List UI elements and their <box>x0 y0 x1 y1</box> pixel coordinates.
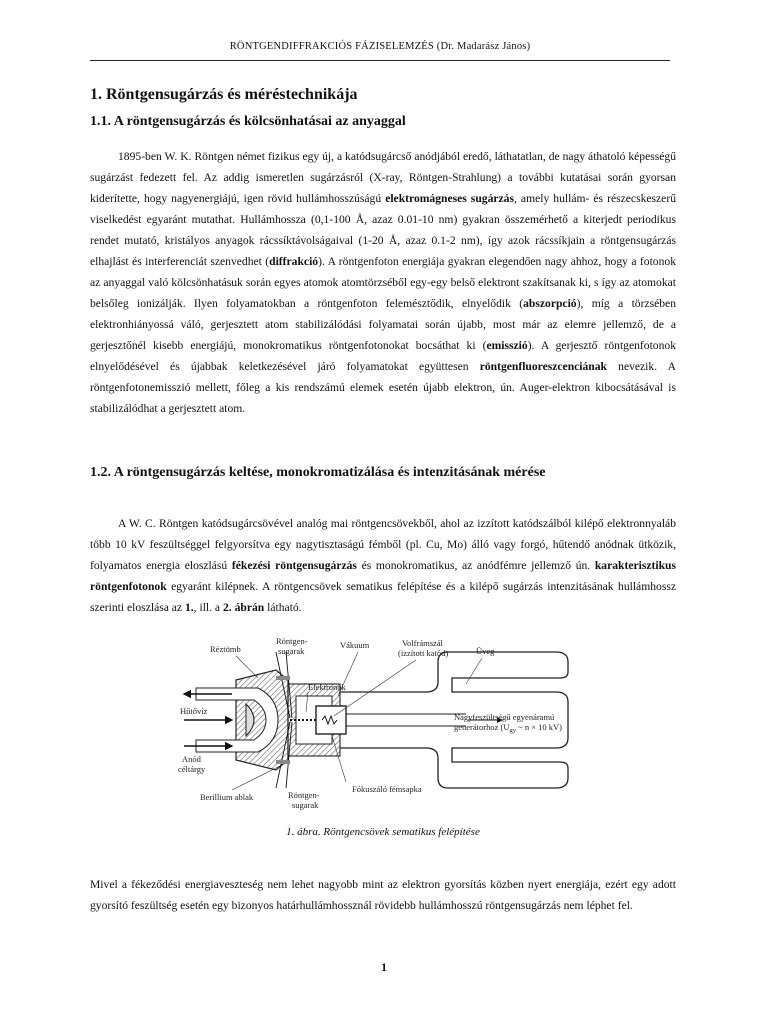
label-filament-2: (izzított katód) <box>398 648 449 658</box>
copper-block <box>236 670 288 770</box>
closing-paragraph: Mivel a fékeződési energiaveszteség nem lehet nagyobb mint az elektron gyorsítás közben nyert energiája, ezért egy adott gyorsító feszültség esetén egy bizonyos határhullámhossznál rövidebb hullámhosszú röntgensugárzás nem léphet fel. <box>90 878 676 912</box>
label-copper-block: Réztömb <box>210 644 241 654</box>
label-cooling-water: Hűtővíz <box>180 706 208 716</box>
label-filament-1: Volfrámszál <box>402 638 443 648</box>
section-1-1-title: 1.1. A röntgensugárzás és kölcsönhatásai az anyaggal <box>90 114 406 129</box>
label-glass: Üveg <box>476 646 495 656</box>
label-xrays-top-2: sugarak <box>278 646 305 656</box>
xray-tube-diagram <box>176 632 596 812</box>
section-1-title: 1. Röntgensugárzás és méréstechnikája <box>90 86 358 103</box>
xray-tube-figure <box>176 632 596 812</box>
label-anode-2: céltárgy <box>178 764 206 774</box>
label-hv-1: Nagyfeszültségű egyenáramú <box>454 712 555 722</box>
label-focusing-cup: Fókuszáló fémsapka <box>352 784 422 794</box>
running-header: RÖNTGENDIFFRAKCIÓS FÁZISELEMZÉS (Dr. Madarász János) <box>229 41 531 52</box>
section-1-2-title: 1.2. A röntgensugárzás keltése, monokromatizálása és intenzitásának mérése <box>90 465 546 480</box>
label-xrays-top-1: Röntgen- <box>276 636 308 646</box>
label-vacuum: Vákuum <box>340 640 370 650</box>
section-1-2-paragraph: A W. C. Röntgen katódsugárcsövével analóg mai röntgencsövekből, ahol az izzított katódszálból kilépő elektronnyaláb több 10 kV feszültséggel felgyorsítva egy nagytisztaságú fémből (pl. Cu, Mo) álló vagy forgó, hűtendő anódnak ütközik, folyamatos energia eloszlású fékezési röntgensugárzás és monokromatikus, az anódfémre jellemző ún. karakterisztikus röntgenfotonok egyaránt kilépnek. A röntgencsövek sematikus felépítése és a kilépő sugárzás intenzitásának hullámhossz szerinti eloszlása az 1., ill. a 2. ábrán látható. <box>90 517 676 614</box>
label-xrays-bottom-2: sugarak <box>292 800 319 810</box>
page-number: 1 <box>381 960 387 974</box>
label-beryllium-window: Berillium ablak <box>200 792 254 802</box>
header-rule <box>90 60 670 61</box>
figure-caption: 1. ábra. Röntgencsövek sematikus felépítése <box>286 826 480 838</box>
label-xrays-bottom-1: Röntgen- <box>288 790 320 800</box>
label-anode-1: Anód <box>182 754 201 764</box>
label-hv-2: generátorhoz ($U_{gy}$ ~ n × 10 kV) <box>454 722 562 734</box>
section-1-1-paragraph: 1895-ben W. K. Röntgen német fizikus egy új, a katódsugárcső anódjából eredő, láthatatlan, de nagy áthatoló képességű sugárzást fedezett fel. Az addig ismeretlen sugárzásról (X-ray, Röntgen-Strahlung) a további kutatásai során gyorsan kiderítette, hogy nagyenergiájú, igen rövid hullámhosszúságú elektromágneses sugárzás, amely hullám- és részecskeszerű viselkedést egyaránt mutathat. Hullámhossza (0,1-100 Å, azaz 0.01-10 nm) gyakran összemérhető a kiterjedt periodikus rendet mutató, kristályos anyagok rácssíktávolságaival (1-20 Å, azaz 0.1-2 nm), így azok rácssíkjain a röntgensugárzás elhajlást és interferenciát szenvedhet (diffrakció). A röntgenfoton energiája gyakran elegendően nagy ahhoz, hogy a fotonok az anyaggal való kölcsönhatásuk során egyes atomok atomtörzséből egy-egy belső elektront szakítsanak ki, s így az atomokat belsőleg ionizálják. Ilyen folyamatokban a röntgenfoton felemésztődik, elnyelődik (abszorpció), míg a törzsében elektronhiányossá váló, gerjesztett atom stabilizálódási folyamatai során újabb, most már az elemre jellemző, de a gerjesztőnél kisebb energiájú, monokromatikus röntgenfotonokat bocsáthat ki (emisszió). A gerjesztő röntgenfotonok elnyelődésével és újabbak keletkezésével járó folyamatokat együttesen röntgenfluoreszcenciának nevezik. A röntgenfotonemisszió mellett, főleg a kis rendszámú elemek esetén újabb elektron, ún. Auger-elektron kibocsátásával is stabilizálódhat a gerjesztett atom. <box>90 150 676 415</box>
label-electrons: Elektronok <box>308 682 346 692</box>
focusing-cup <box>316 706 346 734</box>
